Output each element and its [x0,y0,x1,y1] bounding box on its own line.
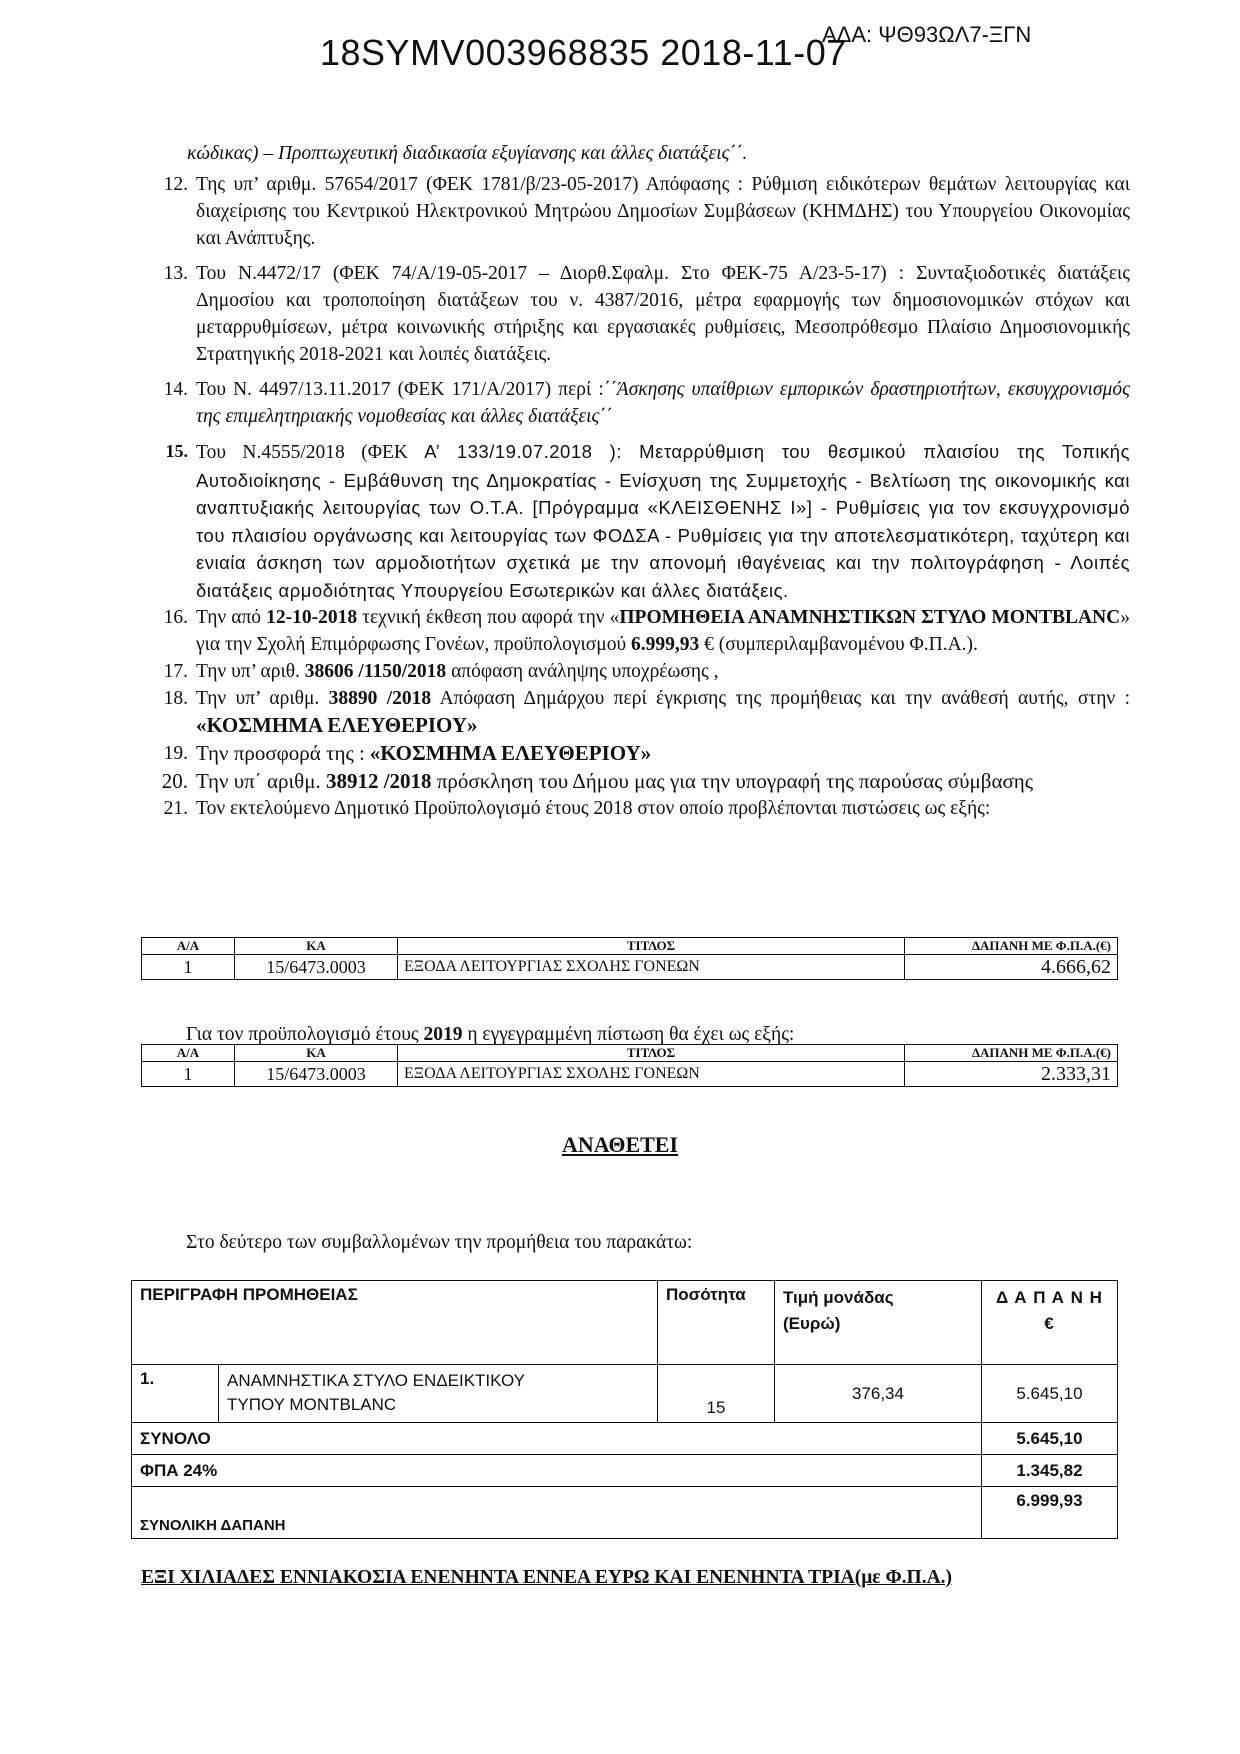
budget-table-2019 [141,1044,1118,1087]
item-text: Του Ν.4472/17 (ΦΕΚ 74/Α/19-05-2017 – Διορθ.Σφαλμ. Στο ΦΕΚ-75 Α/23-5-17) : Συνταξιοδοτικές διατάξεις Δημοσίου και τροποποίηση διατάξεων του ν. 4387/2016, μέτρα εφαρμογής των δημοσιονομικών στόχων και μεταρρυθμίσεων, μέτρα κοινωνικής στήριξης και εργασιακές ρυθμίσεις, Μεσοπρόθεσμο Πλαίσιο Δημοσιονομικής Στρατηγικής 2018-2021 και λοιπές διατάξεις. [196,263,1130,365]
item-text-part: Την υπ΄ αριθμ. [196,769,321,793]
column-header: ΤΙΤΛΟΣ [398,938,905,955]
item-text-part: Την υπ’ αριθ. [196,661,300,682]
header-text-part: (Ευρώ) [782,1314,841,1333]
item-number: 13. [163,263,188,284]
supply-intro: Στο δεύτερο των συμβαλλομένων την προμήθεια του παρακάτω: [186,1232,693,1253]
note-text-part: Για τον προϋπολογισμό έτους [186,1024,419,1045]
column-header: ΔΑΠΑΝΗ ΜΕ Φ.Π.Α.(€) [905,938,1118,955]
item-text-part: 38606 /1150/2018 [304,661,447,682]
item-text: Της υπ’ αριθμ. 57654/2017 (ΦΕΚ 1781/β/23-05-2017) Απόφασης : Ρύθμιση ειδικότερων θεμάτων λειτουργίας και διαχείρισης του Κεντρικού Ηλεκτρονικού Μητρώου Δημοσίων Συμβάσεων (ΚΗΜΔΗΣ) του Υπουργείου Οικονομίας και Ανάπτυξης. [196,174,1130,249]
row-quantity: 15 [657,1365,774,1423]
item-number: 12. [163,174,188,195]
list-item-13 [150,260,1130,368]
item-text-part: Α’ 133/19.07.2018 ): Μεταρρύθμιση του θεσμικού πλαισίου της Τοπικής Αυτοδιοίκησης - Εμβάθυνση της Δημοκρατίας - Ενίσχυση της Συμμετοχής - Βελτίωση της οικονομικής και αναπτυξιακής λειτουργίας των Ο.Τ.Α. [Πρόγραμμα «ΚΛΕΙΣΘΕΝΗΣ Ι»] - Ρυθμίσεις για τον εκσυγχρονισμό του πλαισίου οργάνωσης και λειτουργίας των ΦΟΔΣΑ - Ρυθμίσεις για την αποτελεσματικότερη, ταχύτερη και ενιαία άσκηση των αρμοδιοτήτων σχετικά με την απονομή ιθαγένειας και την πολιτογράφηση - Λοιπές διατάξεις αρμοδιότητας Υπουργείου Εσωτερικών και άλλες διατάξεις. [196,441,1130,601]
table-header-row [142,1045,1118,1062]
item-text [196,376,1130,430]
row-amount: 2.333,31 [905,1062,1118,1087]
row-ka: 15/6473.0003 [235,955,398,980]
item-text-part: ΠΡΟΜΗΘΕΙΑ ΑΝΑΜΝΗΣΤΙΚΩΝ ΣΤΥΛΟ MONTBLANC [619,607,1121,628]
item-text-part: » για την Σχολή Επιμόρφωσης Γονέων, προϋπολογισμού [196,607,1131,655]
grand-total-label: ΣΥΝΟΛΙΚΗ ΔΑΠΑΝΗ [132,1487,982,1539]
item-text-part: Του Ν.4555/2018 (ΦΕΚ [196,442,409,463]
item-text: Τον εκτελούμενο Δημοτικό Προϋπολογισμό έτους 2018 στον οποίο προβλέπονται πιστώσεις ως εξής: [196,798,991,819]
table-row [132,1365,1118,1423]
row-aa: 1 [142,1062,235,1087]
item-number: 20. [161,769,188,793]
budget-table-2018 [141,937,1118,980]
item-text [196,685,1130,740]
item-text-part: 38890 /2018 [328,688,432,709]
item-number: 19. [163,743,188,764]
list-item-18 [150,685,1130,740]
item-text [196,768,1130,795]
item-number: 21. [163,798,188,819]
note-text-part: η εγγεγραμμένη πίστωση θα έχει ως εξής: [467,1024,795,1045]
item-text [196,740,1130,768]
item-text-part: Του Ν. 4497/13.11.2017 (ΦΕΚ 171/Α/2017) περί : [196,379,604,400]
item-number: 15. [165,441,188,461]
header-unit-price [774,1281,981,1365]
supply-table [131,1280,1118,1539]
table-row [142,1062,1118,1087]
item-text-part: τεχνική έκθεση που αφορά την « [362,607,620,628]
item-text-part: Την από [196,607,262,628]
list-item-15 [150,438,1130,604]
total-value: 5.645,10 [981,1423,1117,1455]
legal-basis-list [150,171,1130,822]
note-text-part: 2019 [423,1024,463,1045]
row-title: ΕΞΟΔΑ ΛΕΙΤΟΥΡΓΙΑΣ ΣΧΟΛΗΣ ΓΟΝΕΩΝ [398,1062,905,1087]
row-ka: 15/6473.0003 [235,1062,398,1087]
header-text-part: Τιμή μονάδας [782,1288,894,1307]
header-quantity: Ποσότητα [657,1281,774,1365]
table-row [142,955,1118,980]
total-row [132,1423,1118,1455]
table-header-row [142,938,1118,955]
amount-in-words: ΕΞΙ ΧΙΛΙΑΔΕΣ ΕΝΝΙΑΚΟΣΙΑ ΕΝΕΝΗΝΤΑ ΕΝΝΕΑ ΕΥΡΩ ΚΑΙ ΕΝΕΝΗΝΤΑ ΤΡΙΑ(με Φ.Π.Α.) [141,1567,953,1588]
column-header: ΔΑΠΑΝΗ ΜΕ Φ.Π.Α.(€) [905,1045,1118,1062]
item-text [196,658,1130,685]
header-cost [981,1281,1117,1365]
row-description [219,1365,658,1423]
row-title: ΕΞΟΔΑ ΛΕΙΤΟΥΡΓΙΑΣ ΣΧΟΛΗΣ ΓΟΝΕΩΝ [398,955,905,980]
list-item-12 [150,171,1130,252]
row-cost: 5.645,10 [981,1365,1117,1423]
grand-total-value: 6.999,93 [981,1487,1117,1539]
item-number: 17. [163,661,188,682]
vat-value: 1.345,82 [981,1455,1117,1487]
list-item-21 [150,795,1130,822]
ada-code: ΑΔΑ: ΨΘ93ΩΛ7-ΞΓΝ [822,22,1032,47]
column-header: ΚΑ [235,938,398,955]
description-text-part: ΑΝΑΜΝΗΣΤΙΚΑ ΣΤΥΛΟ ΕΝΔΕΙΚΤΙΚΟΥ [227,1371,525,1390]
list-item-20 [150,768,1130,795]
item-text-part: 6.999,93 [631,634,700,655]
item-text-part: ΄΄Άσκησης υπαίθριων εμπορικών δραστηριοτήτων, εκσυγχρονισμός της επιμελητηριακής νομοθεσίας και άλλες διατάξεις΄΄ [196,379,1130,427]
list-item-19 [150,740,1130,768]
list-item-16 [150,604,1130,658]
item-number: 14. [163,379,188,400]
item-text-part: € (συμπεριλαμβανομένου Φ.Π.Α.). [704,634,978,655]
item-text-part: απόφαση ανάληψης υποχρέωσης , [451,661,719,682]
item-text [196,604,1130,658]
item-text-part: «ΚΟΣΜΗΜΑ ΕΛΕΥΘΕΡΙΟΥ» [369,741,652,765]
grand-total-row [132,1487,1118,1539]
header-text-part: Δ Α Π Α Ν Η [995,1288,1103,1307]
item-text-part: Την υπ’ αριθμ. [196,688,320,709]
item-text-part: Την προσφορά της : [196,741,365,765]
item-text [196,438,1130,604]
row-aa: 1 [142,955,235,980]
vat-label: ΦΠΑ 24% [132,1455,982,1487]
item-number: 16. [163,607,188,628]
list-item-17 [150,658,1130,685]
section-heading: ΑΝΑΘΕΤΕΙ [561,1132,679,1157]
item-text-part: «ΚΟΣΜΗΜΑ ΕΛΕΥΘΕΡΙΟΥ» [196,713,478,737]
column-header: ΚΑ [235,1045,398,1062]
column-header: Α/Α [142,1045,235,1062]
item-text-part: πρόσκληση του Δήμου μας για την υπογραφή της παρούσας σύμβασης [436,769,1034,793]
item-number: 18. [163,688,188,709]
item-text-part: 38912 /2018 [325,769,432,793]
total-label: ΣΥΝΟΛΟ [132,1423,982,1455]
row-unit-price: 376,34 [774,1365,981,1423]
vat-row [132,1455,1118,1487]
header-description: ΠΕΡΙΓΡΑΦΗ ΠΡΟΜΗΘΕΙΑΣ [132,1281,658,1365]
table-header-row [132,1281,1118,1365]
row-amount: 4.666,62 [905,955,1118,980]
document-code: 18SYMV003968835 2018-11-07 [320,32,847,73]
column-header: ΤΙΤΛΟΣ [398,1045,905,1062]
header-text-part: € [1044,1314,1055,1333]
row-number: 1. [132,1365,219,1423]
list-item-14 [150,376,1130,430]
item-text-part: Απόφαση Δημάρχου περί έγκρισης της προμήθειας και την ανάθεσή αυτής, στην : [439,688,1130,709]
budget-2019-note [186,1024,794,1046]
column-header: Α/Α [142,938,235,955]
item-text-part: 12-10-2018 [266,607,358,628]
intro-line: κώδικας) – Προπτωχευτική διαδικασία εξυγίανσης και άλλες διατάξεις΄΄. [187,143,748,164]
description-text-part: ΤΥΠΟΥ MONTBLANC [227,1395,397,1414]
